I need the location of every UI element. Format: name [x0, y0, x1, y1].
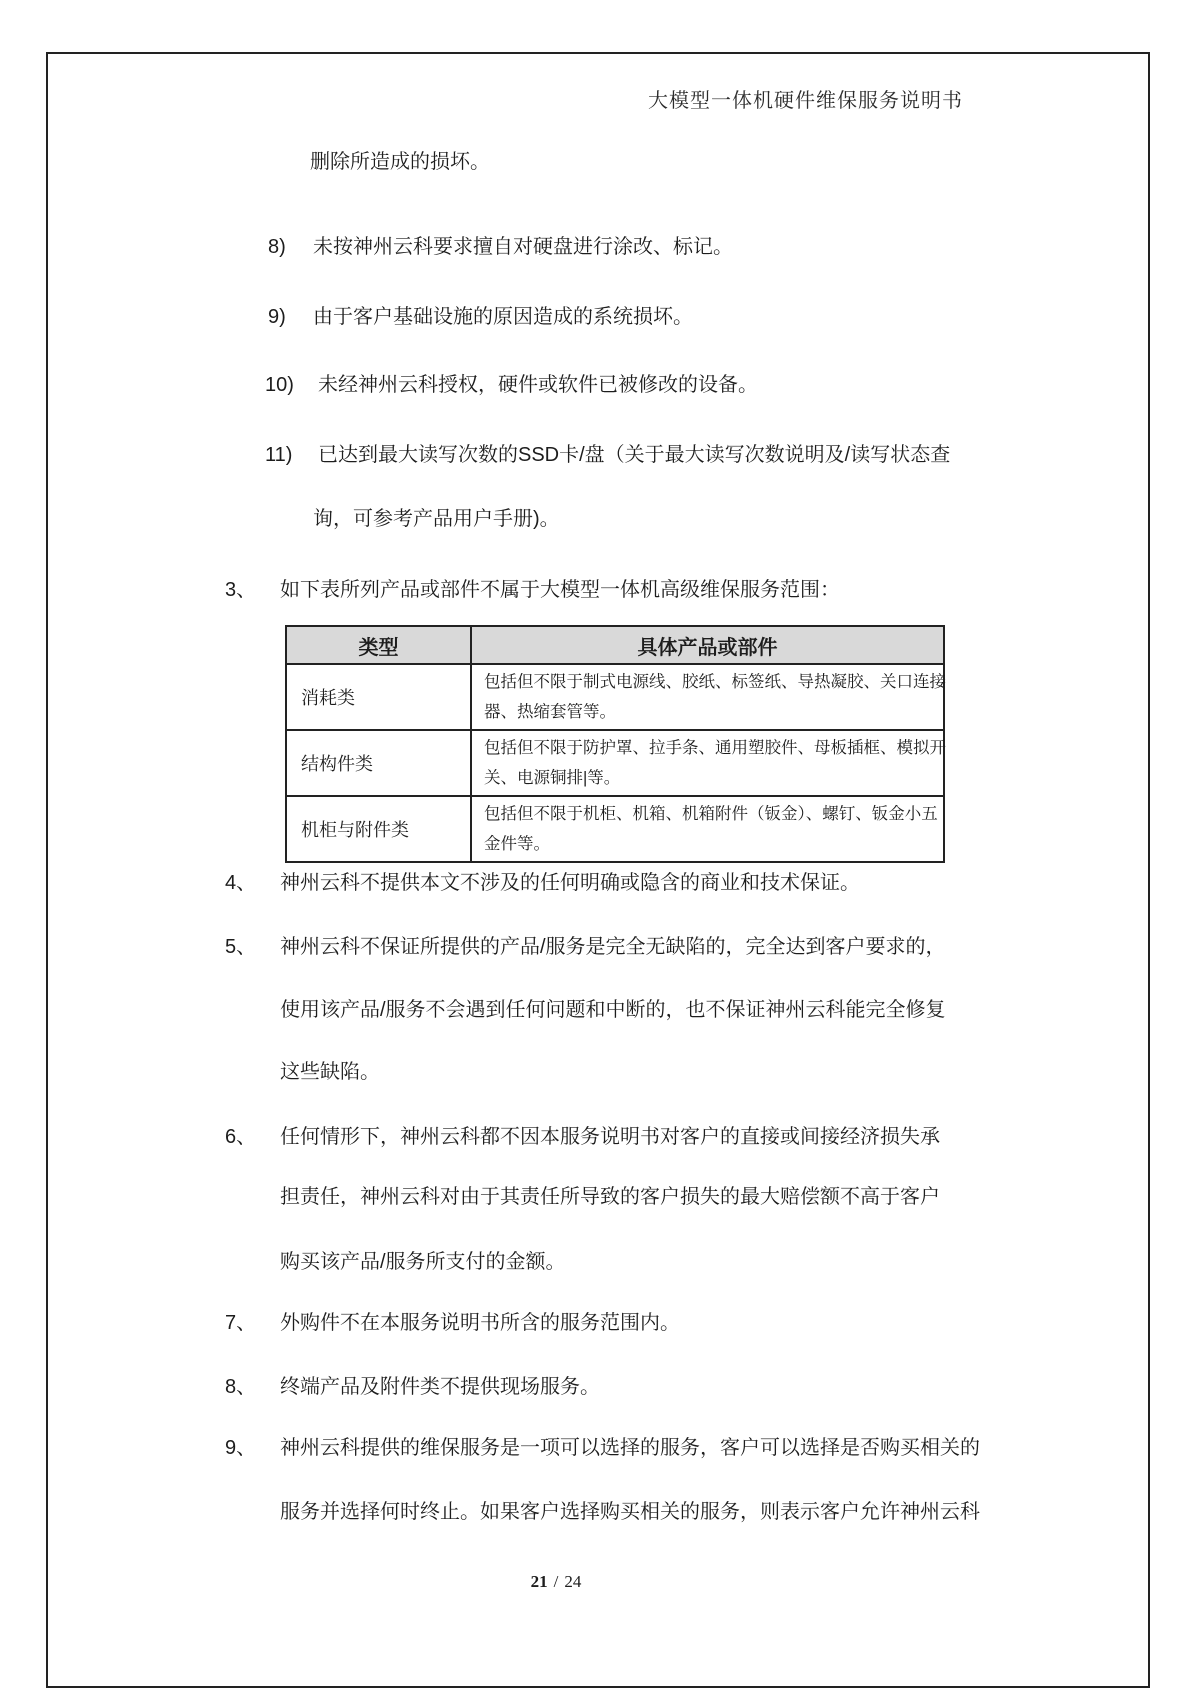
page-footer: [528, 1572, 585, 1592]
table-row: [286, 796, 944, 862]
list-item-text: 未按神州云科要求擅自对硬盘进行涂改、标记。: [313, 236, 733, 258]
list-item-text: 这些缺陷。: [280, 1061, 380, 1083]
list-item-text: 已达到最大读写次数的SSD卡/盘（关于最大读写次数说明及/读写状态查: [318, 444, 951, 466]
list-item-number: 4、: [225, 872, 257, 894]
page-number: 21: [530, 1572, 548, 1591]
list-item-text: 如下表所列产品或部件不属于大模型一体机高级维保服务范围：: [280, 579, 840, 601]
list-item-text: 外购件不在本服务说明书所含的服务范围内。: [280, 1312, 680, 1334]
page-separator: /: [553, 1572, 559, 1591]
exclusion-table: [285, 625, 945, 863]
table-header-row: [286, 626, 944, 664]
table-cell-line: 关、电源铜排|等。: [484, 769, 621, 787]
list-item-text: 询，可参考产品用户手册)。: [313, 508, 560, 530]
paragraph-continuation: 删除所造成的损坏。: [310, 151, 490, 173]
list-item-number: 8、: [225, 1376, 257, 1398]
list-item-number: 11): [265, 444, 293, 466]
list-item-text: 未经神州云科授权，硬件或软件已被修改的设备。: [318, 374, 758, 396]
table-cell-type: 结构件类: [286, 730, 471, 796]
list-item-number: 7、: [225, 1312, 257, 1334]
page-total: 24: [564, 1572, 582, 1591]
table-cell-line: 器、热缩套管等。: [484, 703, 616, 721]
table-cell-type: 消耗类: [286, 664, 471, 730]
table-cell-line: 包括但不限于机柜、机箱、机箱附件（钣金）、螺钉、钣金小五: [484, 805, 938, 823]
table-cell-detail: [471, 664, 944, 730]
table-header-detail: 具体产品或部件: [471, 626, 944, 664]
table-row: [286, 664, 944, 730]
list-item-number: 5、: [225, 936, 257, 958]
table-header-type: 类型: [286, 626, 471, 664]
table-cell-line: 金件等。: [484, 835, 550, 853]
list-item-number: 10): [265, 374, 294, 396]
table-cell-detail: [471, 730, 944, 796]
table-cell-detail: [471, 796, 944, 862]
table-cell-line: 包括但不限于防护罩、拉手条、通用塑胶件、母板插框、模拟开: [484, 739, 946, 757]
list-item-number: 9): [268, 306, 286, 328]
list-item-text: 担责任，神州云科对由于其责任所导致的客户损失的最大赔偿额不高于客户: [280, 1186, 940, 1208]
list-item-number: 9、: [225, 1437, 257, 1459]
table-cell-line: 包括但不限于制式电源线、胶纸、标签纸、导热凝胶、关口连接: [484, 673, 946, 691]
list-item-number: 6、: [225, 1126, 257, 1148]
list-item-text: 任何情形下，神州云科都不因本服务说明书对客户的直接或间接经济损失承: [280, 1126, 940, 1148]
list-item-text: 服务并选择何时终止。如果客户选择购买相关的服务，则表示客户允许神州云科: [280, 1501, 980, 1523]
list-item-text: 由于客户基础设施的原因造成的系统损坏。: [313, 306, 693, 328]
list-item-text: 购买该产品/服务所支付的金额。: [280, 1251, 566, 1273]
list-item-number: 3、: [225, 579, 257, 601]
list-item-text: 神州云科不保证所提供的产品/服务是完全无缺陷的，完全达到客户要求的，: [280, 936, 946, 958]
page-title: 大模型一体机硬件维保服务说明书: [648, 90, 963, 112]
list-item-text: 终端产品及附件类不提供现场服务。: [280, 1376, 600, 1398]
list-item-number: 8): [268, 236, 286, 258]
list-item-text: 神州云科不提供本文不涉及的任何明确或隐含的商业和技术保证。: [280, 872, 860, 894]
list-item-text: 使用该产品/服务不会遇到任何问题和中断的，也不保证神州云科能完全修复: [280, 999, 946, 1021]
table-row: [286, 730, 944, 796]
list-item-text: 神州云科提供的维保服务是一项可以选择的服务，客户可以选择是否购买相关的: [280, 1437, 980, 1459]
table-cell-type: 机柜与附件类: [286, 796, 471, 862]
